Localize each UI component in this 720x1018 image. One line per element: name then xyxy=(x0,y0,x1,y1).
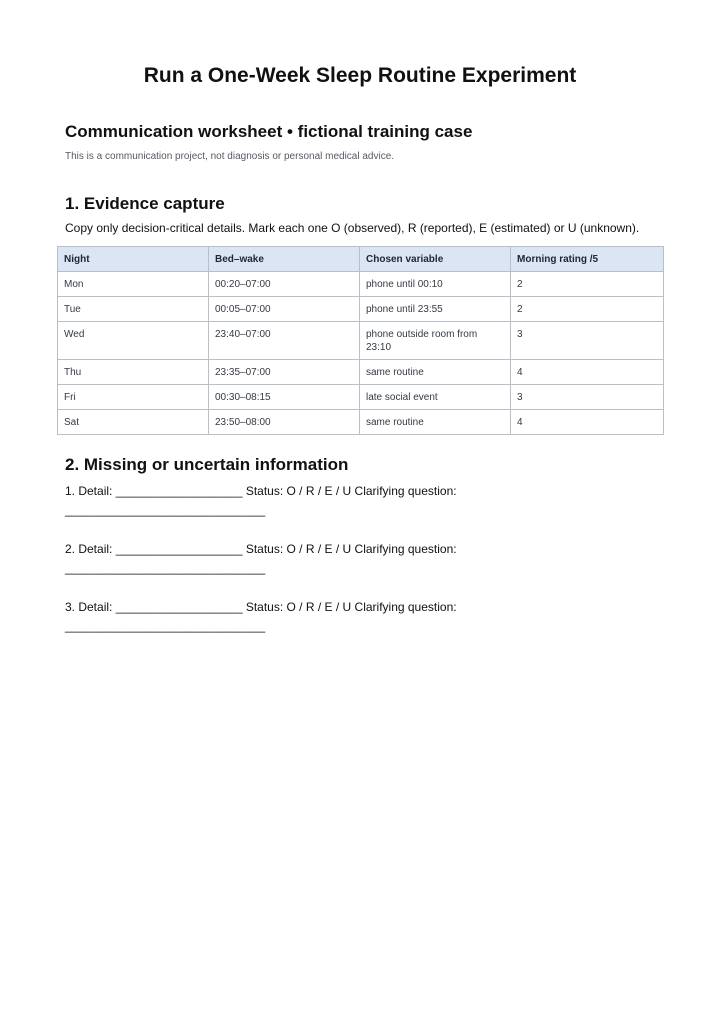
variable-cell: same routine xyxy=(360,360,511,385)
table-row xyxy=(58,272,664,297)
answer-line[interactable]: ______________________________ xyxy=(65,561,266,575)
missing-info-item[interactable] xyxy=(65,482,485,520)
bed-wake-cell: 00:30–08:15 xyxy=(209,385,360,410)
disclaimer-text: This is a communication project, not diagnosis or personal medical advice. xyxy=(65,151,395,162)
bed-wake-cell: 00:20–07:00 xyxy=(209,272,360,297)
night-cell: Mon xyxy=(58,272,209,297)
missing-info-prompt: 2. Detail: ___________________ Status: O / R / E / U Clarifying question: xyxy=(65,542,457,556)
evidence-instructions: Copy only decision-critical details. Mark each one O (observed), R (reported), E (estimated) or U (unknown). xyxy=(65,221,640,235)
missing-info-item[interactable] xyxy=(65,598,485,636)
missing-info-heading: 2. Missing or uncertain information xyxy=(65,455,349,474)
table-row xyxy=(58,322,664,360)
table-row xyxy=(58,360,664,385)
answer-line[interactable]: ______________________________ xyxy=(65,503,266,517)
evidence-table xyxy=(57,246,664,435)
bed-wake-cell: 00:05–07:00 xyxy=(209,297,360,322)
night-cell: Fri xyxy=(58,385,209,410)
column-header-bed-wake: Bed–wake xyxy=(209,247,360,272)
rating-cell: 3 xyxy=(511,385,664,410)
variable-cell: phone until 00:10 xyxy=(360,272,511,297)
variable-cell: phone outside room from 23:10 xyxy=(360,322,511,360)
table-header-row xyxy=(58,247,664,272)
rating-cell: 4 xyxy=(511,360,664,385)
night-cell: Thu xyxy=(58,360,209,385)
column-header-morning-rating: Morning rating /5 xyxy=(511,247,664,272)
worksheet-subtitle: Communication worksheet • fictional training case xyxy=(65,122,473,141)
night-cell: Sat xyxy=(58,410,209,435)
page-title: Run a One-Week Sleep Routine Experiment xyxy=(143,64,577,87)
answer-line[interactable]: ______________________________ xyxy=(65,619,266,633)
rating-cell: 2 xyxy=(511,272,664,297)
night-cell: Tue xyxy=(58,297,209,322)
table-row xyxy=(58,297,664,322)
rating-cell: 4 xyxy=(511,410,664,435)
rating-cell: 3 xyxy=(511,322,664,360)
column-header-chosen-variable: Chosen variable xyxy=(360,247,511,272)
table-row xyxy=(58,410,664,435)
bed-wake-cell: 23:50–08:00 xyxy=(209,410,360,435)
variable-cell: phone until 23:55 xyxy=(360,297,511,322)
column-header-night: Night xyxy=(58,247,209,272)
missing-info-prompt: 3. Detail: ___________________ Status: O / R / E / U Clarifying question: xyxy=(65,600,457,614)
variable-cell: same routine xyxy=(360,410,511,435)
variable-cell: late social event xyxy=(360,385,511,410)
bed-wake-cell: 23:40–07:00 xyxy=(209,322,360,360)
evidence-capture-heading: 1. Evidence capture xyxy=(65,194,225,213)
missing-info-item[interactable] xyxy=(65,540,485,578)
missing-info-prompt: 1. Detail: ___________________ Status: O / R / E / U Clarifying question: xyxy=(65,484,457,498)
rating-cell: 2 xyxy=(511,297,664,322)
table-row xyxy=(58,385,664,410)
night-cell: Wed xyxy=(58,322,209,360)
bed-wake-cell: 23:35–07:00 xyxy=(209,360,360,385)
